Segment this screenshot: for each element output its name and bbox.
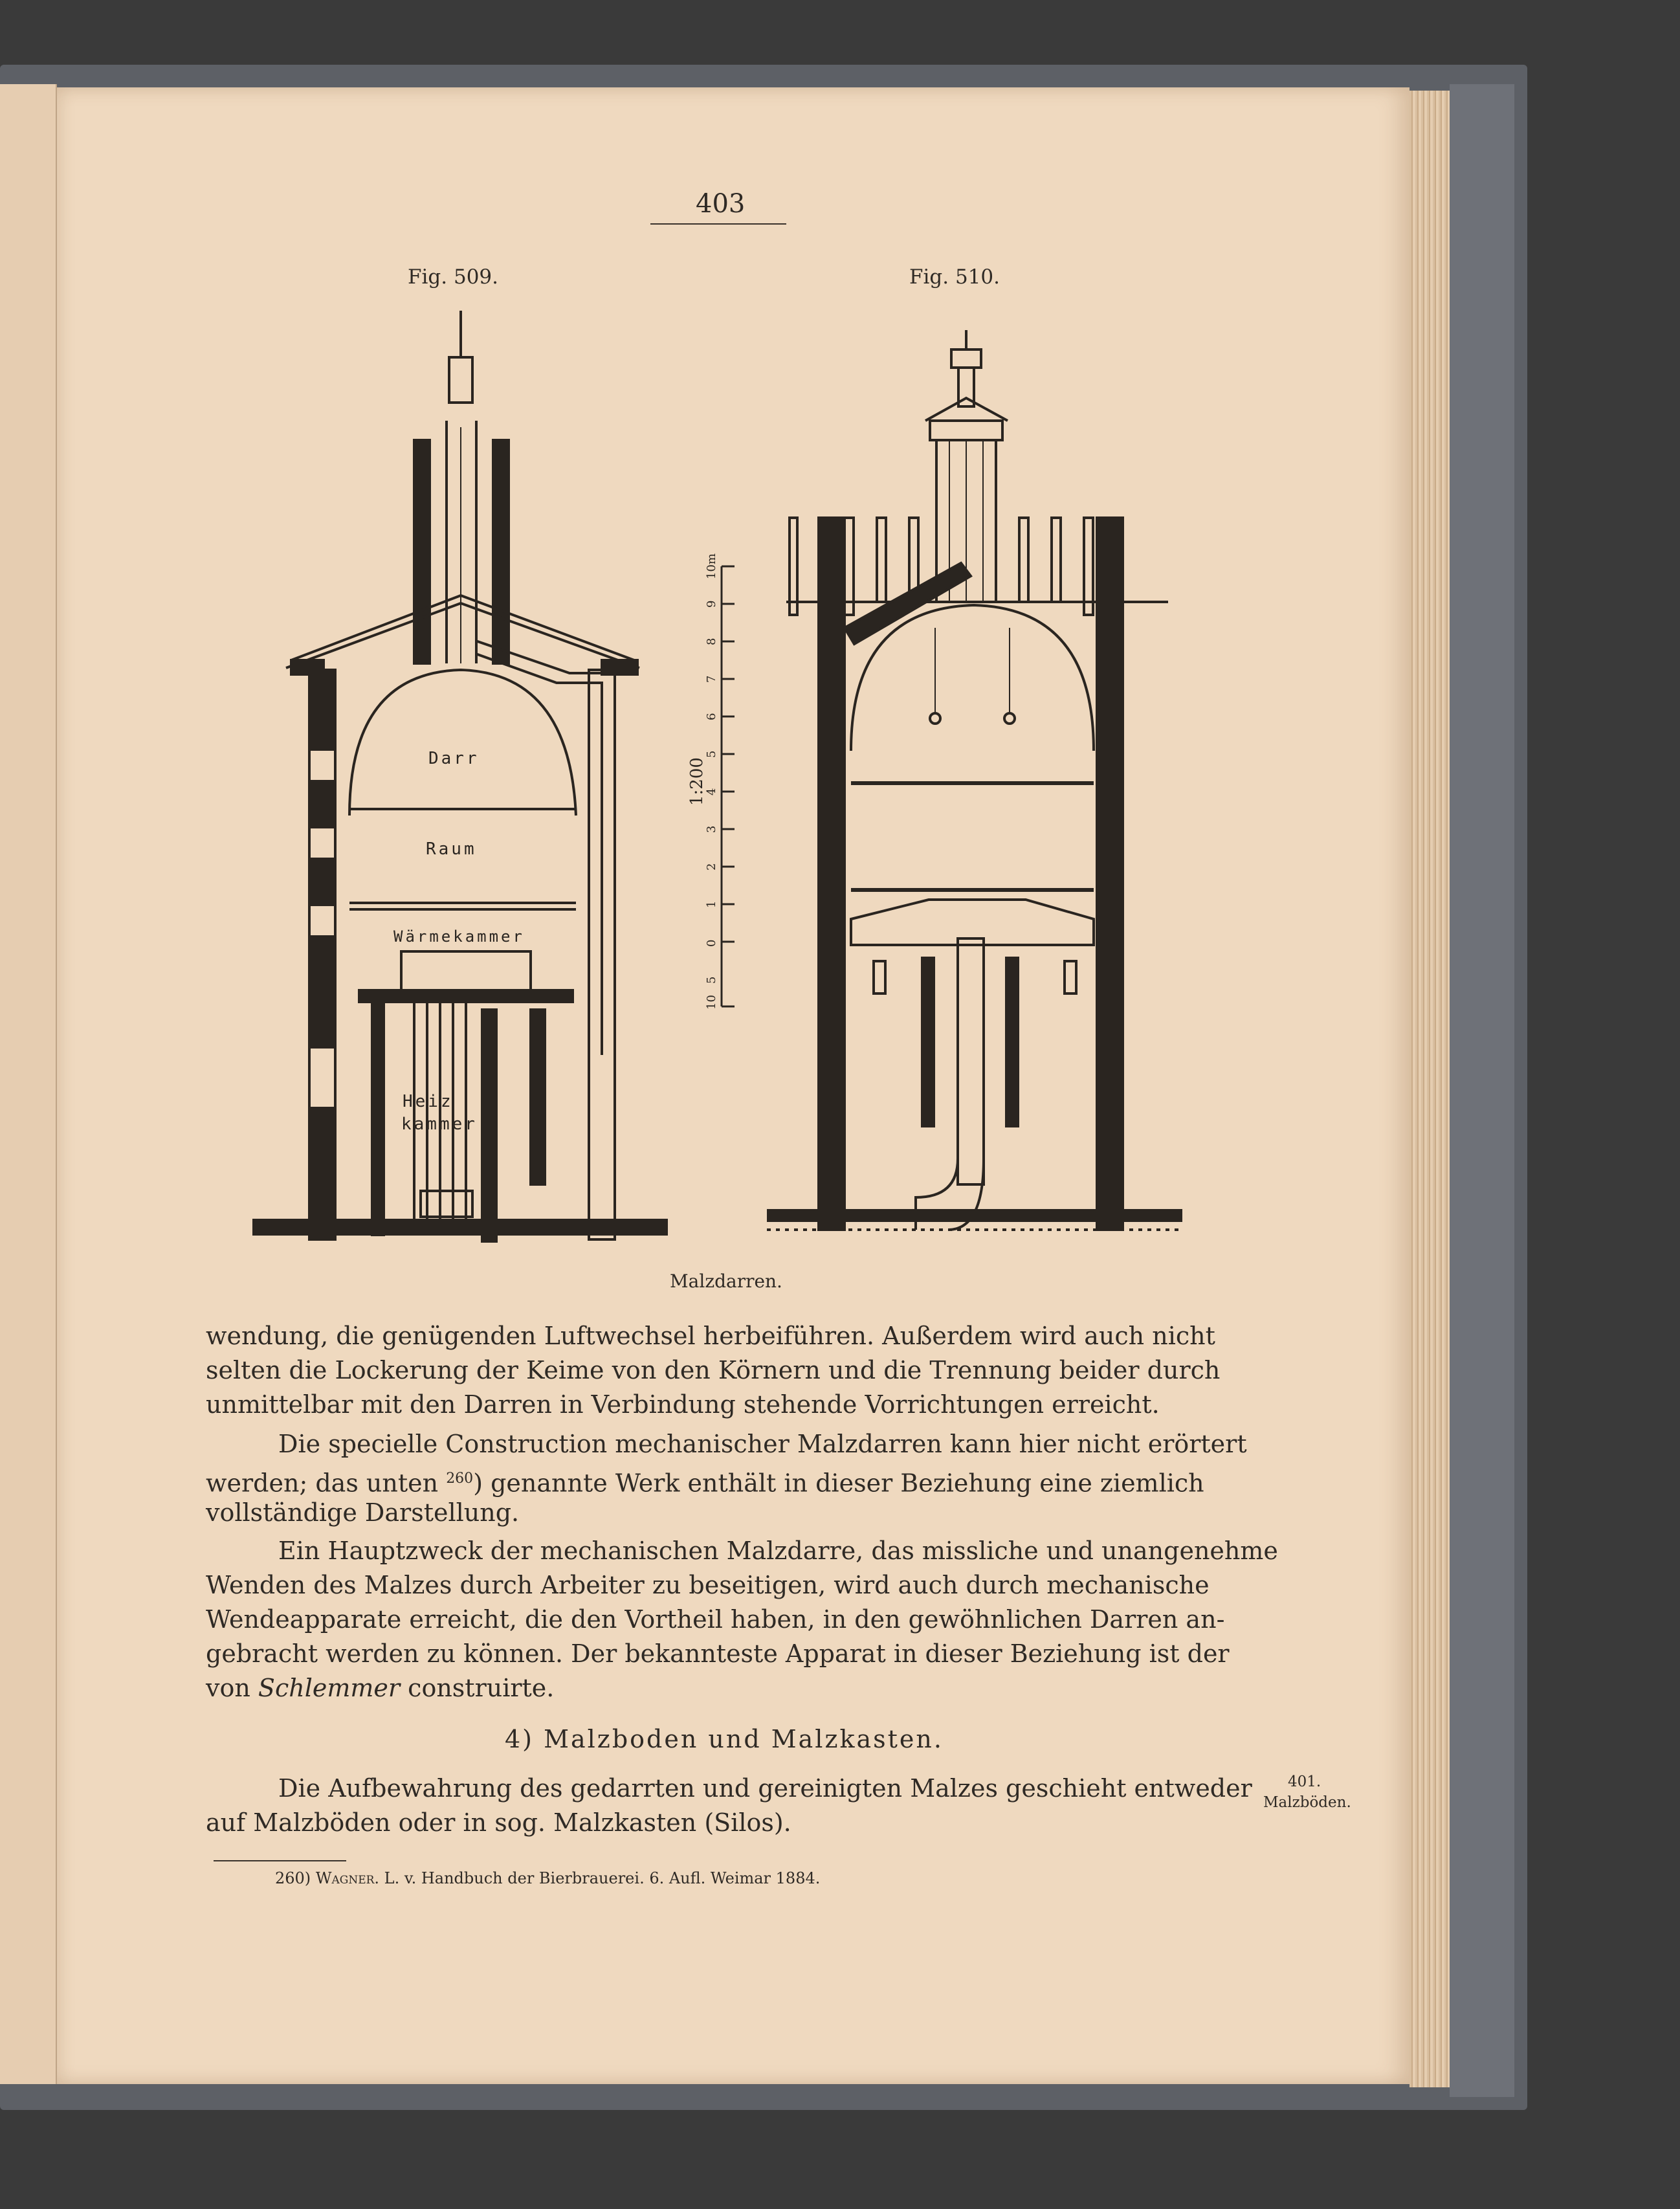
fig-510-label: Fig. 510.: [909, 265, 1000, 289]
scale-tick-5: 5: [705, 976, 718, 984]
footnote-ref: 260: [446, 1471, 474, 1487]
fig-510-drawing: [767, 330, 1188, 1262]
scale-bar: [683, 553, 760, 1019]
scale-ratio: 1:200: [687, 757, 707, 806]
footnote-marker: 260): [275, 1869, 311, 1887]
person-schlemmer: Schlemmer: [258, 1674, 401, 1702]
section-heading: 4) Malzboden und Malzkasten.: [505, 1725, 944, 1753]
scale-tick-6: 6: [705, 713, 718, 720]
figure-caption: Malzdarren.: [670, 1271, 782, 1292]
para1-line2: selten die Lockerung der Keime von den Körnern und die Trennung beider durch: [206, 1356, 1221, 1384]
para3-line1: Ein Hauptzweck der mechanischen Malzdarre, das missliche und unangenehme: [278, 1537, 1278, 1565]
fig-509-drawing: [252, 311, 680, 1243]
label-kammer: kammer: [401, 1115, 478, 1134]
scale-tick-9: 9: [705, 600, 718, 608]
para2-line2-pre: werden; das unten: [206, 1469, 439, 1498]
left-page-edge: [0, 84, 57, 2084]
footnote-author: Wagner: [315, 1869, 375, 1887]
label-raum: Raum: [426, 839, 477, 859]
scale-tick-7: 7: [705, 675, 718, 683]
para3-last-post: construirte.: [408, 1674, 555, 1702]
para3-last-pre: von: [206, 1674, 250, 1702]
footnote-text: . L. v. Handbuch der Bierbrauerei. 6. Aufl. Weimar 1884.: [374, 1869, 821, 1887]
scale-tick-4: 4: [705, 788, 718, 795]
para2-line3: vollständige Darstellung.: [206, 1498, 520, 1527]
scale-tick-3: 3: [705, 825, 718, 833]
para2-line2-post: ) genannte Werk enthält in dieser Beziehung eine ziemlich: [473, 1469, 1204, 1498]
label-darr: Darr: [428, 749, 480, 768]
cover-edge: [1450, 84, 1514, 2097]
para3-line2: Wenden des Malzes durch Arbeiter zu beseitigen, wird auch durch mechanische: [206, 1571, 1210, 1599]
scale-tick-0: 0: [705, 939, 718, 947]
para4-line1: Die Aufbewahrung des gedarrten und gereinigten Malzes geschieht entweder: [278, 1774, 1252, 1803]
footnote-rule: [214, 1860, 346, 1861]
page-number: 403: [696, 189, 746, 219]
margin-note-label: Malzböden.: [1263, 1794, 1351, 1811]
para1-line1: wendung, die genügenden Luftwechsel herbeiführen. Außerdem wird auch nicht: [206, 1322, 1215, 1350]
scale-tick-2: 2: [705, 863, 718, 871]
scale-tick-1: 1: [705, 900, 718, 908]
label-heiz: Heiz: [403, 1092, 454, 1111]
margin-note-number: 401.: [1288, 1773, 1321, 1790]
scale-tick-8: 8: [705, 638, 718, 645]
para4-line2: auf Malzböden oder in sog. Malzkasten (Silos).: [206, 1808, 791, 1837]
para2-line2: [206, 1461, 1204, 1501]
scale-unit: 10m: [705, 553, 718, 579]
fig-509-label: Fig. 509.: [408, 265, 498, 289]
para1-line3: unmittelbar mit den Darren in Verbindung stehende Vorrichtungen erreicht.: [206, 1390, 1160, 1419]
page-number-rule: [650, 223, 786, 225]
para2-line1: Die specielle Construction mechanischer Malzdarren kann hier nicht erörtert: [278, 1430, 1247, 1458]
footnote: [275, 1869, 820, 1887]
para3-line3: Wendeapparate erreicht, die den Vortheil haben, in den gewöhnlichen Darren an-: [206, 1605, 1225, 1634]
page-stack-edge: [1409, 91, 1450, 2087]
scale-tick-5b: 5: [705, 750, 718, 758]
para3-line5: [206, 1671, 554, 1705]
label-waermekammer: Wärmekammer: [393, 927, 525, 946]
para3-line4: gebracht werden zu können. Der bekannteste Apparat in dieser Beziehung ist der: [206, 1639, 1230, 1668]
scale-tick-10: 10: [705, 995, 718, 1010]
